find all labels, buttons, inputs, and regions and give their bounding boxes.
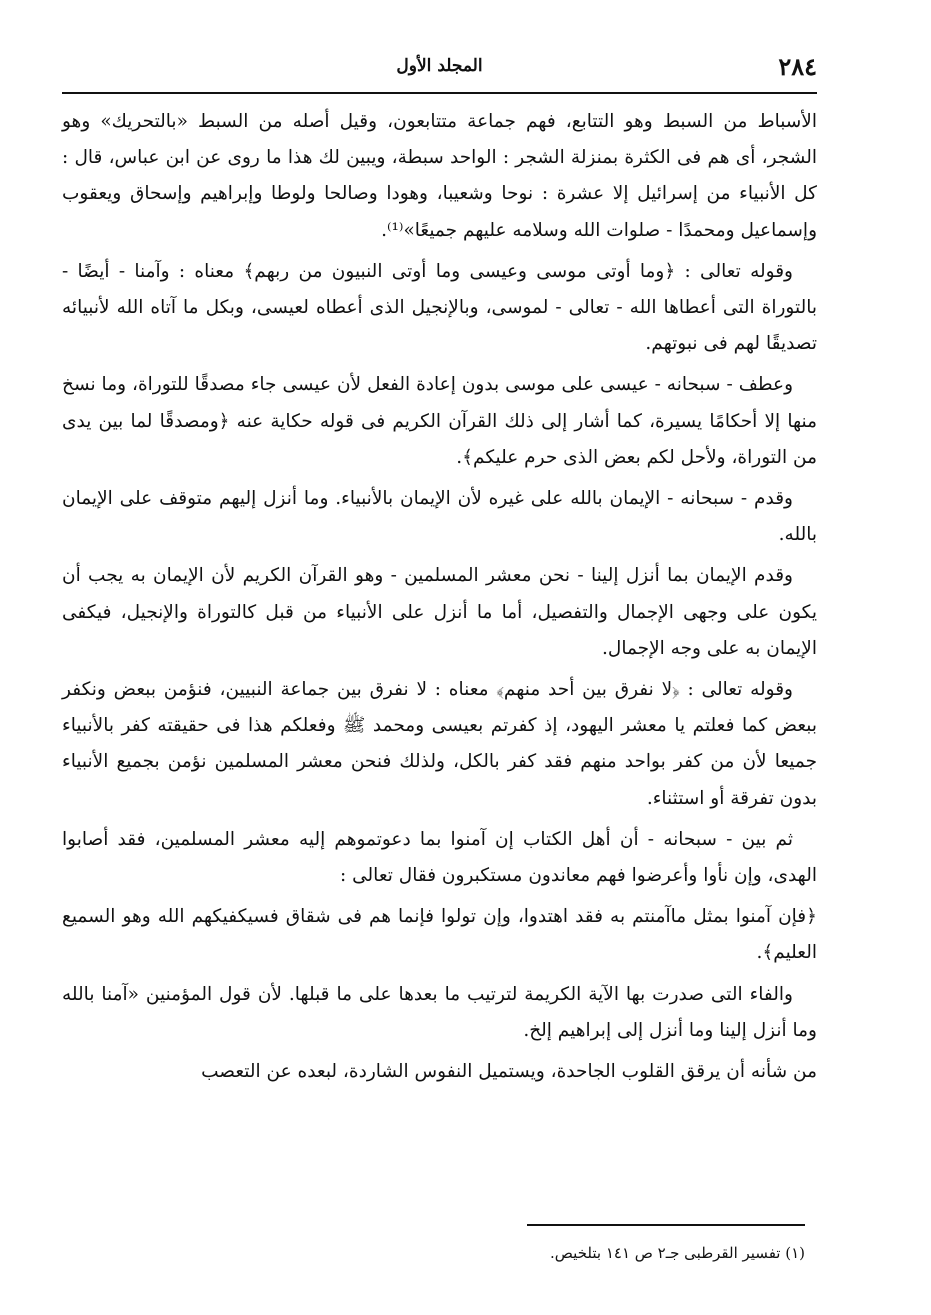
paragraph: ثم بين - سبحانه - أن أهل الكتاب إن آمنوا بما دعوتموهم إليه معشر المسلمين، فقد أصابوا الهدى، وإن نأوا وأعرضوا فهم معاندون مستكبرون فقال تعالى : [62,828,817,887]
footnote-divider [527,1224,805,1226]
paragraph: وقدم - سبحانه - الإيمان بالله على غيره لأن الإيمان بالأنبياء. وما أنزل إليهم متوقف على الإيمان بالله. [62,488,817,546]
paragraph: وقدم الإيمان بما أنزل إلينا - نحن معشر المسلمين - وهو القرآن الكريم لأن الإيمان به يجب أن يكون على وجهى الإجمال والتفصيل، أما ما أنزل على الأنبياء من قبل كالتوراة والإنجيل، فيكفى الإيمان به على وجه الإجمال. [62,565,817,659]
footnote: (١) تفسير القرطبى جـ٢ ص ١٤١ بتلخيص. [550,1244,805,1262]
body-text [62,104,817,1095]
paragraph: وقوله تعالى : ﴿لا نفرق بين أحد منهم﴾ معناه : لا نفرق بين جماعة النبيين، فنؤمن ببعض ونكفر ببعض كما فعلتم يا معشر اليهود، إذ كفرتم بعيسى ومحمد ﷺ وفعلكم هذا فى حقيقته كفر بالأنبياء جميعا لأن من كفر بواحد منهم فقد كفر بالكل، ولذلك فنحن معشر المسلمين نؤمن بجميع الأنبياء بدون تفرقة أو استثناء. [62,679,817,809]
paragraph: من شأنه أن يرقق القلوب الجاحدة، ويستميل النفوس الشاردة، لبعده عن التعصب [201,1061,817,1083]
book-page [62,48,817,1278]
paragraph: الأسباط من السبط وهو التتابع، فهم جماعة متتابعون، وقيل أصله من السبط «بالتحريك» وهو الشجر، أى هم فى الكثرة بمنزلة الشجر : الواحد سبطة، ويبين لك هذا ما روى عن ابن عباس، قال : كل الأنبياء من إسرائيل إلا عشرة : نوحا وشعيبا، وهودا وصالحا ولوطا وإبراهيم وإسحاق ويعقوب وإسماعيل ومحمدًا - صلوات الله وسلامه عليهم جميعًا»⁽¹⁾. [62,111,817,241]
page-number: ٢٨٤ [778,52,817,81]
header-divider [62,92,817,94]
volume-title: المجلد الأول [396,56,483,76]
paragraph: وقوله تعالى : ﴿وما أوتى موسى وعيسى وما أوتى النبيون من ربهم﴾ معناه : وآمنا - أيضًا - بالتوراة التى أعطاها الله - تعالى - لموسى، وبالإنجيل الذى أعطاه لعيسى، وبكل ما آتاه الله لأنبيائه تصديقًا لهم فى نبوتهم. [62,260,817,355]
running-header [62,48,817,88]
quran-verse-paragraph: ﴿فإن آمنوا بمثل ماآمنتم به فقد اهتدوا، وإن تولوا فإنما هم فى شقاق فسيكفيكهم الله وهو السميع العليم﴾. [62,906,817,964]
paragraph: وعطف - سبحانه - عيسى على موسى بدون إعادة الفعل لأن عيسى جاء مصدقًا للتوراة، وما نسخ منها إلا أحكامًا يسيرة، كما أشار إلى ذلك القرآن الكريم فى قوله حكاية عنه ﴿ومصدقًا لما بين يدى من التوراة، ولأحل لكم بعض الذى حرم عليكم﴾. [62,374,817,468]
paragraph: والفاء التى صدرت بها الآية الكريمة لترتيب ما بعدها على ما قبلها. لأن قول المؤمنين «آمنا بالله وما أنزل إلينا وما أنزل إلى إبراهيم إلخ. [62,983,817,1041]
